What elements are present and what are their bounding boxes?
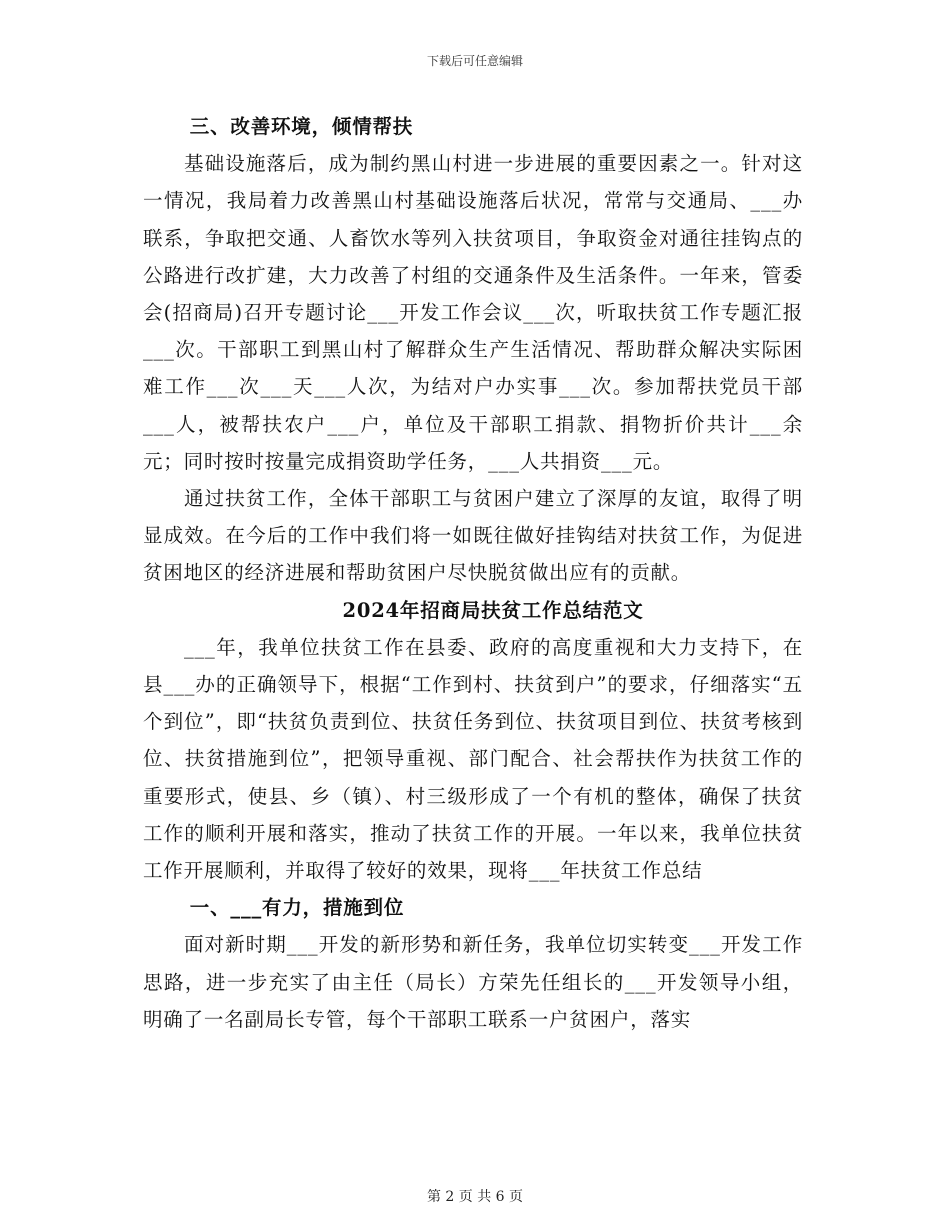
section-heading: 三、改善环境，倾情帮扶	[189, 115, 414, 138]
document-body	[143, 108, 803, 1038]
body-paragraph: 通过扶贫工作，全体干部职工与贫困户建立了深厚的友谊，取得了明显成效。在今后的工作中我们将一如既往做好挂钩结对扶贫工作，为促进贫困地区的经济进展和帮助贫困户尽快脱贫做出应有的贡献。	[143, 487, 803, 585]
document-title: 2024年招商局扶贫工作总结范文	[342, 598, 644, 622]
section-heading: 一、___有力，措施到位	[189, 896, 405, 920]
body-paragraph: ___年，我单位扶贫工作在县委、政府的高度重视和大力支持下，在县___办的正确领导下，根据“工作到村、扶贫到户”的要求，仔细落实“五个到位”，即“扶贫负责到位、扶贫任务到位、扶贫项目到位、扶贫考核到位、扶贫措施到位”，把领导重视、部门配合、社会帮扶作为扶贫工作的重要形式，使县、乡（镇）、村三级形成了一个有机的整体，确保了扶贫工作的顺利开展和落实，推动了扶贫工作的开展。一年以来，我单位扶贫工作开展顺利，并取得了较好的效果，现将___年扶贫工作总结	[143, 635, 803, 883]
page-header: 下载后可任意编辑	[426, 54, 523, 68]
page-footer: 第 2 页 共 6 页	[426, 1189, 524, 1205]
body-paragraph: 基础设施落后，成为制约黑山村进一步进展的重要因素之一。针对这一情况，我局着力改善黑山村基础设施落后状况，常常与交通局、___办联系，争取把交通、人畜饮水等列入扶贫项目，争取资金对通往挂钩点的公路进行改扩建，大力改善了村组的交通条件及生活条件。一年来，管委会(招商局)召开专题讨论___开发工作会议___次，听取扶贫工作专题汇报___次。干部职工到黑山村了解群众生产生活情况、帮助群众解决实际困难工作___次___天___人次，为结对户办实事___次。参加帮扶党员干部___人，被帮扶农户___户，单位及干部职工捐款、捐物折价共计___余元；同时按时按量完成捐资助学任务，___人共捐资___元。	[143, 152, 803, 473]
body-paragraph: 面对新时期___开发的新形势和新任务，我单位切实转变___开发工作思路，进一步充实了由主任（局长）方荣先任组长的___开发领导小组，明确了一名副局长专管，每个干部职工联系一户贫困户，落实	[143, 933, 803, 1031]
